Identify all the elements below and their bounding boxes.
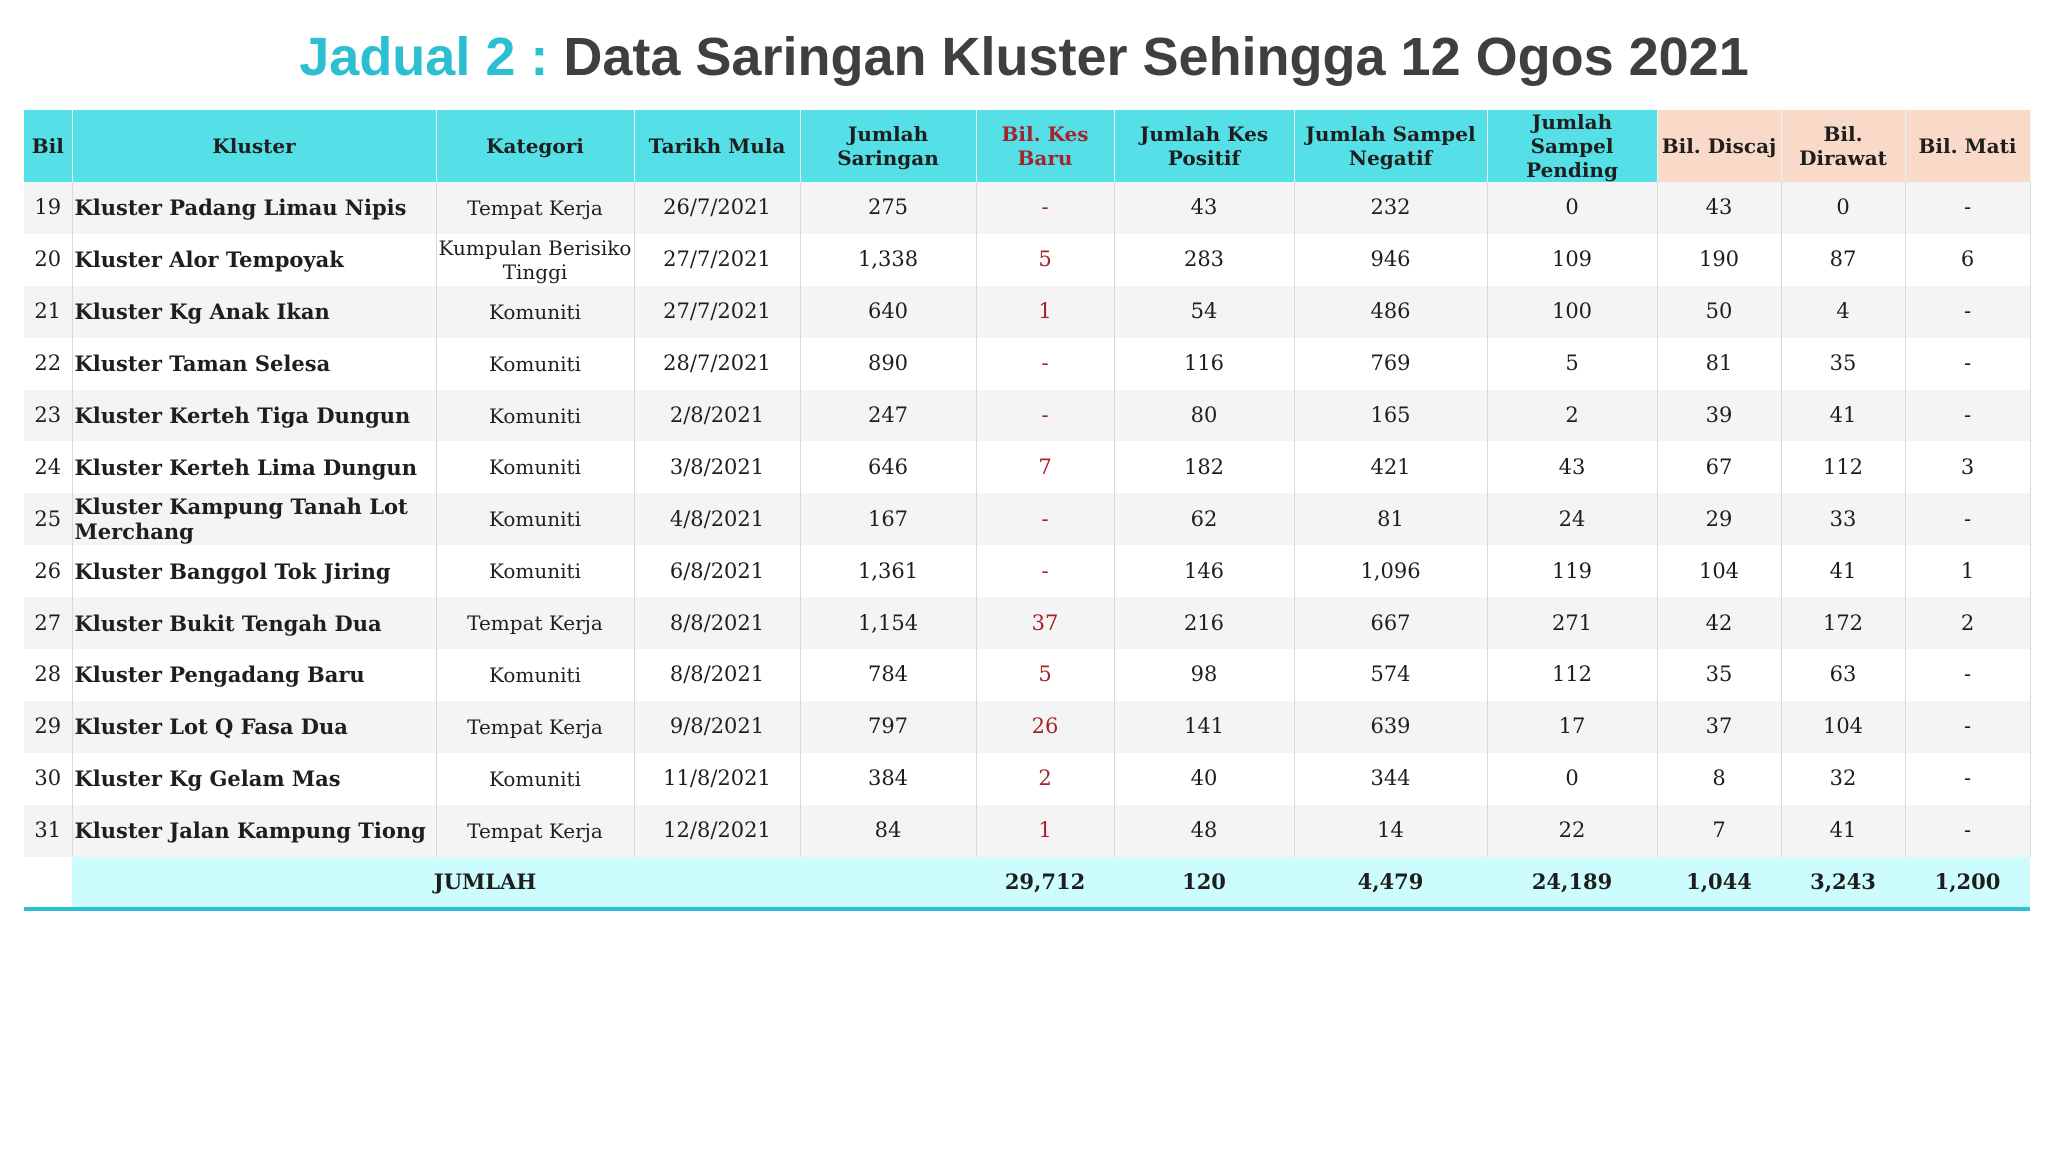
cell-jumlah-saringan: 1,361 [800,545,976,597]
cell-kluster: Kluster Kerteh Tiga Dungun [72,390,436,442]
cell-tarikh-mula: 4/8/2021 [634,493,800,545]
cell-jumlah-kes-positif: 182 [1114,441,1294,493]
total-blank-cell [24,857,72,909]
cell-bil: 28 [24,649,72,701]
cell-bil-discaj: 8 [1657,753,1781,805]
cell-bil-dirawat: 112 [1781,441,1905,493]
cell-bil-discaj: 7 [1657,805,1781,857]
cell-jumlah-sampel-pending: 112 [1487,649,1657,701]
cell-jumlah-sampel-negatif: 14 [1294,805,1487,857]
cell-jumlah-sampel-pending: 119 [1487,545,1657,597]
header-jumlah-saringan: Jumlah Saringan [800,110,976,182]
cell-bil-mati: - [1905,390,2030,442]
cell-jumlah-sampel-pending: 0 [1487,753,1657,805]
cell-bil-discaj: 81 [1657,338,1781,390]
cell-kategori: Tempat Kerja [436,597,634,649]
cell-jumlah-sampel-pending: 5 [1487,338,1657,390]
cell-jumlah-sampel-pending: 109 [1487,234,1657,286]
cell-tarikh-mula: 9/8/2021 [634,701,800,753]
cell-jumlah-saringan: 797 [800,701,976,753]
cell-jumlah-sampel-pending: 24 [1487,493,1657,545]
cell-bil-kes-baru: - [976,182,1114,234]
cell-kluster: Kluster Kg Anak Ikan [72,286,436,338]
cell-kategori: Tempat Kerja [436,182,634,234]
header-kategori: Kategori [436,110,634,182]
cell-kategori: Komuniti [436,649,634,701]
cell-kluster: Kluster Kampung Tanah Lot Merchang [72,493,436,545]
cell-jumlah-sampel-negatif: 639 [1294,701,1487,753]
cell-jumlah-sampel-pending: 17 [1487,701,1657,753]
table-row [24,649,2030,701]
cell-tarikh-mula: 12/8/2021 [634,805,800,857]
header-jumlah-kes-positif: Jumlah Kes Positif [1114,110,1294,182]
cell-kluster: Kluster Pengadang Baru [72,649,436,701]
cell-bil-mati: - [1905,753,2030,805]
table-row [24,545,2030,597]
cell-kluster: Kluster Banggol Tok Jiring [72,545,436,597]
table-row [24,182,2030,234]
total-bil-dirawat: 1,200 [1905,857,2030,909]
cell-bil: 26 [24,545,72,597]
cell-bil-discaj: 43 [1657,182,1781,234]
cell-tarikh-mula: 8/8/2021 [634,597,800,649]
cell-kategori: Komuniti [436,390,634,442]
cell-bil-mati: - [1905,649,2030,701]
cell-bil: 24 [24,441,72,493]
total-jumlah-kes-positif: 4,479 [1294,857,1487,909]
cell-jumlah-kes-positif: 216 [1114,597,1294,649]
header-bil-dirawat: Bil. Dirawat [1781,110,1905,182]
cell-kategori: Kumpulan Berisiko Tinggi [436,234,634,286]
cell-jumlah-kes-positif: 62 [1114,493,1294,545]
table-row [24,338,2030,390]
cell-bil-kes-baru: 26 [976,701,1114,753]
cell-bil-dirawat: 32 [1781,753,1905,805]
cell-bil: 21 [24,286,72,338]
cell-bil-dirawat: 4 [1781,286,1905,338]
cell-bil-mati: - [1905,338,2030,390]
cell-bil-dirawat: 104 [1781,701,1905,753]
cell-bil: 27 [24,597,72,649]
table-row [24,753,2030,805]
cell-bil-discaj: 67 [1657,441,1781,493]
cell-bil: 30 [24,753,72,805]
cell-jumlah-kes-positif: 48 [1114,805,1294,857]
total-jumlah-sampel-negatif: 24,189 [1487,857,1657,909]
table-row [24,234,2030,286]
cell-bil-kes-baru: 2 [976,753,1114,805]
cell-bil-kes-baru: 5 [976,234,1114,286]
cell-kategori: Komuniti [436,286,634,338]
cell-kategori: Komuniti [436,338,634,390]
cell-tarikh-mula: 3/8/2021 [634,441,800,493]
cell-kluster: Kluster Kg Gelam Mas [72,753,436,805]
cell-jumlah-sampel-pending: 2 [1487,390,1657,442]
cell-jumlah-saringan: 84 [800,805,976,857]
table-row [24,805,2030,857]
cell-bil-mati: - [1905,182,2030,234]
cell-tarikh-mula: 27/7/2021 [634,234,800,286]
cell-bil-mati: - [1905,701,2030,753]
cell-tarikh-mula: 28/7/2021 [634,338,800,390]
cell-kluster: Kluster Jalan Kampung Tiong [72,805,436,857]
cell-bil-discaj: 50 [1657,286,1781,338]
total-row [24,857,2030,909]
page-title [0,22,2048,92]
cell-bil: 19 [24,182,72,234]
cell-jumlah-kes-positif: 98 [1114,649,1294,701]
cell-bil-kes-baru: - [976,545,1114,597]
title-prefix: Jadual 2 : [299,27,549,87]
cell-bil: 22 [24,338,72,390]
cell-jumlah-kes-positif: 80 [1114,390,1294,442]
cell-bil-dirawat: 172 [1781,597,1905,649]
cell-bil-dirawat: 41 [1781,545,1905,597]
cell-kluster: Kluster Kerteh Lima Dungun [72,441,436,493]
title-main: Data Saringan Kluster Sehingga 12 Ogos 2021 [563,27,1749,87]
header-bil-discaj: Bil. Discaj [1657,110,1781,182]
cell-tarikh-mula: 6/8/2021 [634,545,800,597]
table-row [24,286,2030,338]
cell-jumlah-sampel-pending: 0 [1487,182,1657,234]
header-bil: Bil [24,110,72,182]
cell-tarikh-mula: 2/8/2021 [634,390,800,442]
cluster-table-container [24,110,2030,911]
cell-tarikh-mula: 11/8/2021 [634,753,800,805]
cell-jumlah-saringan: 640 [800,286,976,338]
cell-jumlah-kes-positif: 146 [1114,545,1294,597]
cell-tarikh-mula: 8/8/2021 [634,649,800,701]
cell-jumlah-saringan: 247 [800,390,976,442]
cell-bil-mati: - [1905,493,2030,545]
header-kluster: Kluster [72,110,436,182]
cluster-table [24,110,2030,911]
cell-bil-mati: 6 [1905,234,2030,286]
cell-tarikh-mula: 27/7/2021 [634,286,800,338]
cell-bil-dirawat: 33 [1781,493,1905,545]
cell-kluster: Kluster Lot Q Fasa Dua [72,701,436,753]
cell-jumlah-sampel-negatif: 946 [1294,234,1487,286]
cell-kluster: Kluster Alor Tempoyak [72,234,436,286]
cell-jumlah-saringan: 1,338 [800,234,976,286]
cell-jumlah-sampel-pending: 43 [1487,441,1657,493]
header-jumlah-sampel-negatif: Jumlah Sampel Negatif [1294,110,1487,182]
cell-kluster: Kluster Bukit Tengah Dua [72,597,436,649]
cell-bil-kes-baru: 5 [976,649,1114,701]
table-row [24,441,2030,493]
cell-bil-discaj: 37 [1657,701,1781,753]
cell-kluster: Kluster Taman Selesa [72,338,436,390]
cell-bil-discaj: 104 [1657,545,1781,597]
table-row [24,701,2030,753]
table-row [24,390,2030,442]
cell-bil: 29 [24,701,72,753]
cell-bil-discaj: 39 [1657,390,1781,442]
cell-jumlah-sampel-negatif: 574 [1294,649,1487,701]
cell-bil-mati: 1 [1905,545,2030,597]
cell-bil: 31 [24,805,72,857]
cell-bil-kes-baru: 37 [976,597,1114,649]
cell-bil-kes-baru: 7 [976,441,1114,493]
cell-bil-kes-baru: - [976,390,1114,442]
cell-bil-mati: - [1905,286,2030,338]
cell-jumlah-sampel-negatif: 232 [1294,182,1487,234]
cell-kategori: Komuniti [436,545,634,597]
cell-jumlah-sampel-negatif: 165 [1294,390,1487,442]
header-tarikh-mula: Tarikh Mula [634,110,800,182]
cell-bil: 23 [24,390,72,442]
cell-jumlah-kes-positif: 40 [1114,753,1294,805]
cell-jumlah-sampel-negatif: 667 [1294,597,1487,649]
cell-bil-kes-baru: - [976,338,1114,390]
total-jumlah-sampel-pending: 1,044 [1657,857,1781,909]
cell-bil-kes-baru: 1 [976,805,1114,857]
cell-jumlah-saringan: 384 [800,753,976,805]
cell-bil-dirawat: 63 [1781,649,1905,701]
cell-jumlah-saringan: 890 [800,338,976,390]
cell-jumlah-sampel-negatif: 421 [1294,441,1487,493]
cell-bil-kes-baru: 1 [976,286,1114,338]
cell-bil: 20 [24,234,72,286]
cell-jumlah-sampel-negatif: 769 [1294,338,1487,390]
table-body [24,182,2030,857]
cell-bil-dirawat: 41 [1781,805,1905,857]
cell-kategori: Tempat Kerja [436,805,634,857]
cell-bil: 25 [24,493,72,545]
total-label: JUMLAH [72,857,976,909]
cell-jumlah-sampel-negatif: 1,096 [1294,545,1487,597]
cell-bil-discaj: 190 [1657,234,1781,286]
cell-jumlah-saringan: 784 [800,649,976,701]
header-jumlah-sampel-pending: Jumlah Sampel Pending [1487,110,1657,182]
table-row [24,597,2030,649]
cell-jumlah-kes-positif: 283 [1114,234,1294,286]
cell-jumlah-kes-positif: 43 [1114,182,1294,234]
table-row [24,493,2030,545]
total-bil-kes-baru: 120 [1114,857,1294,909]
cell-bil-mati: 2 [1905,597,2030,649]
total-bil-discaj: 3,243 [1781,857,1905,909]
cell-jumlah-sampel-negatif: 486 [1294,286,1487,338]
cell-bil-mati: 3 [1905,441,2030,493]
cell-jumlah-kes-positif: 116 [1114,338,1294,390]
cell-bil-dirawat: 41 [1781,390,1905,442]
cell-bil-dirawat: 87 [1781,234,1905,286]
cell-jumlah-kes-positif: 141 [1114,701,1294,753]
cell-bil-discaj: 29 [1657,493,1781,545]
cell-jumlah-sampel-pending: 271 [1487,597,1657,649]
cell-jumlah-saringan: 167 [800,493,976,545]
cell-jumlah-sampel-pending: 100 [1487,286,1657,338]
cell-jumlah-kes-positif: 54 [1114,286,1294,338]
cell-bil-kes-baru: - [976,493,1114,545]
header-row [24,110,2030,182]
cell-kluster: Kluster Padang Limau Nipis [72,182,436,234]
cell-jumlah-sampel-negatif: 344 [1294,753,1487,805]
cell-kategori: Komuniti [436,493,634,545]
cell-bil-discaj: 42 [1657,597,1781,649]
cell-bil-mati: - [1905,805,2030,857]
cell-kategori: Komuniti [436,753,634,805]
header-bil-kes-baru: Bil. Kes Baru [976,110,1114,182]
cell-kategori: Tempat Kerja [436,701,634,753]
cell-kategori: Komuniti [436,441,634,493]
cell-jumlah-saringan: 275 [800,182,976,234]
cell-tarikh-mula: 26/7/2021 [634,182,800,234]
cell-jumlah-sampel-negatif: 81 [1294,493,1487,545]
total-jumlah-saringan: 29,712 [976,857,1114,909]
cell-jumlah-saringan: 646 [800,441,976,493]
cell-jumlah-sampel-pending: 22 [1487,805,1657,857]
cell-bil-discaj: 35 [1657,649,1781,701]
cell-bil-dirawat: 0 [1781,182,1905,234]
cell-jumlah-saringan: 1,154 [800,597,976,649]
cell-bil-dirawat: 35 [1781,338,1905,390]
header-bil-mati: Bil. Mati [1905,110,2030,182]
